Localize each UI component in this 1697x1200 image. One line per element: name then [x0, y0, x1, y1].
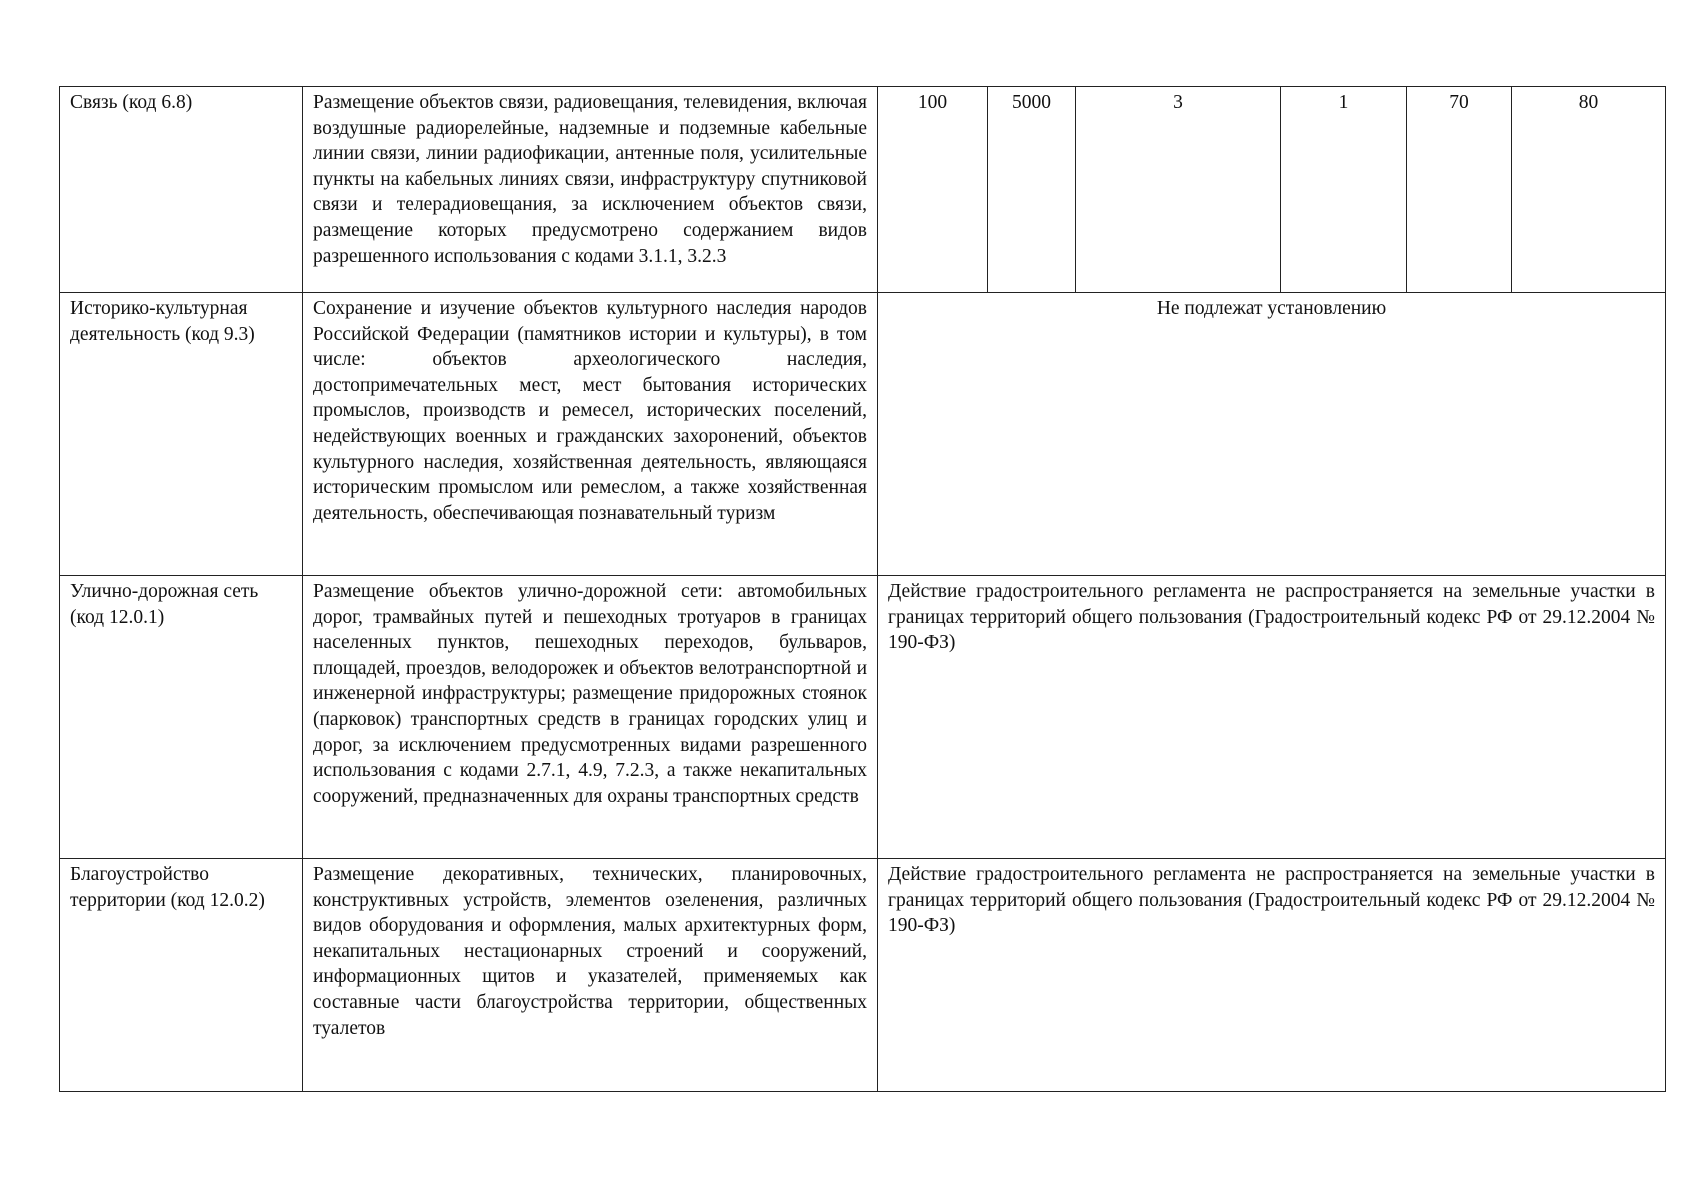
use-type-name: Улично-дорожная сеть (код 12.0.1) — [60, 576, 303, 859]
parameter-value: 70 — [1407, 87, 1512, 293]
parameter-value: 80 — [1512, 87, 1666, 293]
parameters-note: Действие градостроительного регламента не распространяется на земельные участки в границах территорий общего пользования (Градостроительный кодекс РФ от 29.12.2004 № 190-ФЗ) — [878, 859, 1666, 1092]
table-row — [60, 87, 1666, 293]
use-type-description: Размещение декоративных, технических, планировочных, конструктивных устройств, элементов озеленения, различных видов оборудования и оформления, малых архитектурных форм, некапитальных нестационарных строений и сооружений, информационных щитов и указателей, применяемых как составные части благоустройства территории, общественных туалетов — [303, 859, 878, 1092]
use-type-description: Сохранение и изучение объектов культурного наследия народов Российской Федерации (памятников истории и культуры), в том числе: объектов археологического наследия, достопримечательных мест, мест бытования исторических промыслов, производств и ремесел, исторических поселений, недействующих военных и гражданских захоронений, объектов культурного наследия, хозяйственная деятельность, являющаяся историческим промыслом или ремеслом, а также хозяйственная деятельность, обеспечивающая познавательный туризм — [303, 293, 878, 576]
parameter-value: 5000 — [988, 87, 1076, 293]
parameter-value: 3 — [1076, 87, 1281, 293]
table-row — [60, 859, 1666, 1092]
use-type-description: Размещение объектов улично-дорожной сети: автомобильных дорог, трамвайных путей и пешеходных тротуаров в границах населенных пунктов, пешеходных переходов, бульваров, площадей, проездов, велодорожек и объектов велотранспортной и инженерной инфраструктуры; размещение придорожных стоянок (парковок) транспортных средств в границах городских улиц и дорог, за исключением предусмотренных видами разрешенного использования с кодами 2.7.1, 4.9, 7.2.3, а также некапитальных сооружений, предназначенных для охраны транспортных средств — [303, 576, 878, 859]
use-type-name: Связь (код 6.8) — [60, 87, 303, 293]
parameters-note: Действие градостроительного регламента не распространяется на земельные участки в границах территорий общего пользования (Градостроительный кодекс РФ от 29.12.2004 № 190-ФЗ) — [878, 576, 1666, 859]
parameter-value: 100 — [878, 87, 988, 293]
table-row — [60, 293, 1666, 576]
parameter-value: 1 — [1281, 87, 1407, 293]
parameters-note: Не подлежат установлению — [878, 293, 1666, 576]
use-type-description: Размещение объектов связи, радиовещания, телевидения, включая воздушные радиорелейные, надземные и подземные кабельные линии связи, линии радиофикации, антенные поля, усилительные пункты на кабельных линиях связи, инфраструктуру спутниковой связи и телерадиовещания, за исключением объектов связи, размещение которых предусмотрено содержанием видов разрешенного использования с кодами 3.1.1, 3.2.3 — [303, 87, 878, 293]
use-type-name: Историко-культурная деятельность (код 9.3) — [60, 293, 303, 576]
land-use-regulation-table — [59, 86, 1666, 1092]
table-row — [60, 576, 1666, 859]
use-type-name: Благоустройство территории (код 12.0.2) — [60, 859, 303, 1092]
